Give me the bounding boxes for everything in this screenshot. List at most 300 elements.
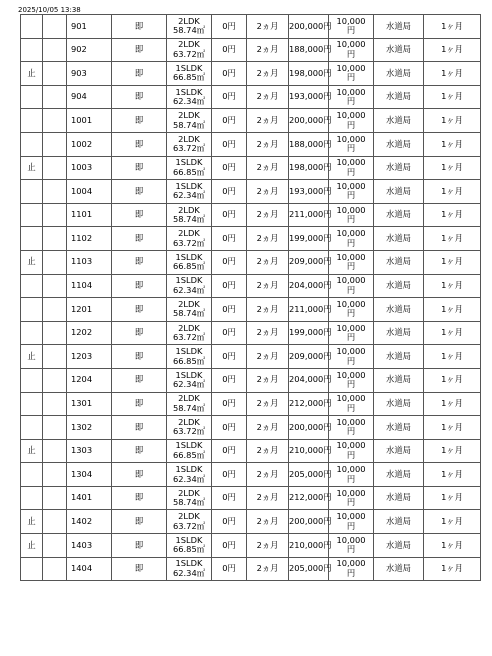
empty-cell <box>43 439 67 463</box>
deposit-unit: 円 <box>346 544 356 555</box>
empty-cell <box>43 416 67 440</box>
layout-type: 2LDK <box>178 133 200 144</box>
stop-mark-cell: 止 <box>21 62 43 86</box>
rent-price-cell: 199,000円 <box>289 321 329 345</box>
fee-cell: 0円 <box>212 250 247 274</box>
availability-cell: 即 <box>112 227 167 251</box>
rent-price-cell: 200,000円 <box>289 109 329 133</box>
term-cell: 2ヵ月 <box>247 62 289 86</box>
fee-cell: 0円 <box>212 463 247 487</box>
stop-mark-cell <box>21 416 43 440</box>
floor-area: 66.85㎡ <box>172 449 206 460</box>
unit-number-cell: 1003 <box>67 156 112 180</box>
table-row <box>21 439 481 463</box>
fee-cell: 0円 <box>212 15 247 39</box>
deposit-amount: 10,000 <box>336 204 366 215</box>
floor-area: 66.85㎡ <box>172 355 206 366</box>
deposit-cell <box>329 534 374 558</box>
rent-price-cell: 211,000円 <box>289 203 329 227</box>
rent-price-cell: 200,000円 <box>289 416 329 440</box>
stop-mark-cell <box>21 321 43 345</box>
duration-cell: 1ヶ月 <box>424 486 481 510</box>
availability-cell: 即 <box>112 298 167 322</box>
deposit-amount: 10,000 <box>336 416 366 427</box>
deposit-amount: 10,000 <box>336 346 366 357</box>
fee-cell: 0円 <box>212 416 247 440</box>
fee-cell: 0円 <box>212 392 247 416</box>
print-timestamp: 2025/10/05 13:38 <box>18 6 81 14</box>
deposit-cell <box>329 203 374 227</box>
layout-type: 1SLDK <box>175 86 203 97</box>
deposit-cell <box>329 227 374 251</box>
rent-price-cell: 198,000円 <box>289 62 329 86</box>
term-cell: 2ヵ月 <box>247 203 289 227</box>
utility-cell: 水道局 <box>374 510 424 534</box>
fee-cell: 0円 <box>212 180 247 204</box>
layout-type: 1SLDK <box>175 251 203 262</box>
empty-cell <box>43 132 67 156</box>
utility-cell: 水道局 <box>374 109 424 133</box>
deposit-unit: 円 <box>346 237 356 248</box>
utility-cell: 水道局 <box>374 85 424 109</box>
table-row <box>21 62 481 86</box>
rent-price-cell: 210,000円 <box>289 534 329 558</box>
floor-area: 58.74㎡ <box>172 497 206 508</box>
deposit-unit: 円 <box>346 473 356 484</box>
deposit-unit: 円 <box>346 96 356 107</box>
deposit-unit: 円 <box>346 119 356 130</box>
table-row <box>21 180 481 204</box>
utility-cell: 水道局 <box>374 416 424 440</box>
unit-listing-table <box>20 14 481 581</box>
deposit-cell <box>329 15 374 39</box>
utility-cell: 水道局 <box>374 15 424 39</box>
utility-cell: 水道局 <box>374 534 424 558</box>
table-row <box>21 250 481 274</box>
availability-cell: 即 <box>112 250 167 274</box>
deposit-amount: 10,000 <box>336 180 366 191</box>
utility-cell: 水道局 <box>374 203 424 227</box>
empty-cell <box>43 463 67 487</box>
deposit-amount: 10,000 <box>336 228 366 239</box>
empty-cell <box>43 486 67 510</box>
deposit-unit: 円 <box>346 166 356 177</box>
layout-type: 1SLDK <box>175 534 203 545</box>
stop-mark-cell <box>21 557 43 581</box>
deposit-cell <box>329 109 374 133</box>
table-row <box>21 345 481 369</box>
availability-cell: 即 <box>112 534 167 558</box>
rent-price-cell: 200,000円 <box>289 15 329 39</box>
deposit-amount: 10,000 <box>336 15 366 26</box>
deposit-unit: 円 <box>346 426 356 437</box>
floor-area: 63.72㎡ <box>172 520 206 531</box>
deposit-cell <box>329 180 374 204</box>
layout-cell <box>167 416 212 440</box>
floor-area: 58.74㎡ <box>172 214 206 225</box>
deposit-cell <box>329 463 374 487</box>
stop-mark-cell <box>21 109 43 133</box>
rent-price-cell: 212,000円 <box>289 392 329 416</box>
rent-price-cell: 188,000円 <box>289 38 329 62</box>
layout-type: 1SLDK <box>175 558 203 569</box>
unit-number-cell: 1203 <box>67 345 112 369</box>
table-row <box>21 321 481 345</box>
layout-cell <box>167 38 212 62</box>
deposit-unit: 円 <box>346 449 356 460</box>
rent-price-cell: 198,000円 <box>289 156 329 180</box>
deposit-unit: 円 <box>346 379 356 390</box>
unit-number-cell: 1402 <box>67 510 112 534</box>
layout-type: 1SLDK <box>175 464 203 475</box>
floor-area: 58.74㎡ <box>172 308 206 319</box>
term-cell: 2ヵ月 <box>247 486 289 510</box>
unit-number-cell: 1401 <box>67 486 112 510</box>
deposit-amount: 10,000 <box>336 110 366 121</box>
deposit-unit: 円 <box>346 402 356 413</box>
layout-type: 2LDK <box>178 39 200 50</box>
fee-cell: 0円 <box>212 62 247 86</box>
deposit-cell <box>329 321 374 345</box>
layout-type: 1SLDK <box>175 440 203 451</box>
term-cell: 2ヵ月 <box>247 156 289 180</box>
deposit-amount: 10,000 <box>336 464 366 475</box>
layout-type: 2LDK <box>178 511 200 522</box>
fee-cell: 0円 <box>212 510 247 534</box>
term-cell: 2ヵ月 <box>247 250 289 274</box>
deposit-amount: 10,000 <box>336 511 366 522</box>
table-row <box>21 85 481 109</box>
term-cell: 2ヵ月 <box>247 85 289 109</box>
deposit-cell <box>329 62 374 86</box>
availability-cell: 即 <box>112 321 167 345</box>
term-cell: 2ヵ月 <box>247 109 289 133</box>
deposit-cell <box>329 85 374 109</box>
stop-mark-cell: 止 <box>21 250 43 274</box>
availability-cell: 即 <box>112 180 167 204</box>
deposit-amount: 10,000 <box>336 440 366 451</box>
deposit-amount: 10,000 <box>336 275 366 286</box>
unit-number-cell: 904 <box>67 85 112 109</box>
layout-type: 2LDK <box>178 487 200 498</box>
term-cell: 2ヵ月 <box>247 15 289 39</box>
unit-number-cell: 1403 <box>67 534 112 558</box>
utility-cell: 水道局 <box>374 321 424 345</box>
deposit-amount: 10,000 <box>336 393 366 404</box>
table-row <box>21 203 481 227</box>
deposit-cell <box>329 345 374 369</box>
availability-cell: 即 <box>112 203 167 227</box>
term-cell: 2ヵ月 <box>247 180 289 204</box>
empty-cell <box>43 392 67 416</box>
layout-cell <box>167 203 212 227</box>
stop-mark-cell <box>21 298 43 322</box>
duration-cell: 1ヶ月 <box>424 368 481 392</box>
fee-cell: 0円 <box>212 203 247 227</box>
layout-cell <box>167 62 212 86</box>
layout-cell <box>167 439 212 463</box>
utility-cell: 水道局 <box>374 250 424 274</box>
stop-mark-cell <box>21 274 43 298</box>
floor-area: 63.72㎡ <box>172 143 206 154</box>
table-row <box>21 486 481 510</box>
stop-mark-cell <box>21 132 43 156</box>
floor-area: 66.85㎡ <box>172 544 206 555</box>
duration-cell: 1ヶ月 <box>424 557 481 581</box>
availability-cell: 即 <box>112 463 167 487</box>
deposit-cell <box>329 392 374 416</box>
duration-cell: 1ヶ月 <box>424 227 481 251</box>
utility-cell: 水道局 <box>374 227 424 251</box>
term-cell: 2ヵ月 <box>247 298 289 322</box>
layout-type: 2LDK <box>178 298 200 309</box>
deposit-cell <box>329 486 374 510</box>
floor-area: 66.85㎡ <box>172 166 206 177</box>
deposit-amount: 10,000 <box>336 62 366 73</box>
availability-cell: 即 <box>112 345 167 369</box>
deposit-amount: 10,000 <box>336 369 366 380</box>
layout-cell <box>167 510 212 534</box>
deposit-unit: 円 <box>346 308 356 319</box>
layout-type: 1SLDK <box>175 346 203 357</box>
table-row <box>21 38 481 62</box>
deposit-unit: 円 <box>346 284 356 295</box>
utility-cell: 水道局 <box>374 463 424 487</box>
layout-type: 2LDK <box>178 393 200 404</box>
stop-mark-cell: 止 <box>21 534 43 558</box>
availability-cell: 即 <box>112 368 167 392</box>
utility-cell: 水道局 <box>374 274 424 298</box>
unit-number-cell: 1202 <box>67 321 112 345</box>
availability-cell: 即 <box>112 62 167 86</box>
unit-number-cell: 1103 <box>67 250 112 274</box>
fee-cell: 0円 <box>212 534 247 558</box>
table-row <box>21 510 481 534</box>
availability-cell: 即 <box>112 85 167 109</box>
deposit-unit: 円 <box>346 190 356 201</box>
duration-cell: 1ヶ月 <box>424 203 481 227</box>
unit-number-cell: 901 <box>67 15 112 39</box>
term-cell: 2ヵ月 <box>247 439 289 463</box>
layout-type: 1SLDK <box>175 369 203 380</box>
deposit-unit: 円 <box>346 520 356 531</box>
deposit-unit: 円 <box>346 143 356 154</box>
layout-cell <box>167 132 212 156</box>
unit-number-cell: 1404 <box>67 557 112 581</box>
table-row <box>21 368 481 392</box>
empty-cell <box>43 368 67 392</box>
utility-cell: 水道局 <box>374 368 424 392</box>
stop-mark-cell <box>21 463 43 487</box>
deposit-cell <box>329 298 374 322</box>
floor-area: 58.74㎡ <box>172 25 206 36</box>
duration-cell: 1ヶ月 <box>424 85 481 109</box>
fee-cell: 0円 <box>212 38 247 62</box>
deposit-amount: 10,000 <box>336 558 366 569</box>
floor-area: 63.72㎡ <box>172 426 206 437</box>
rent-price-cell: 200,000円 <box>289 510 329 534</box>
stop-mark-cell <box>21 203 43 227</box>
deposit-cell <box>329 416 374 440</box>
stop-mark-cell: 止 <box>21 510 43 534</box>
stop-mark-cell <box>21 85 43 109</box>
unit-number-cell: 903 <box>67 62 112 86</box>
duration-cell: 1ヶ月 <box>424 274 481 298</box>
term-cell: 2ヵ月 <box>247 132 289 156</box>
unit-number-cell: 1101 <box>67 203 112 227</box>
floor-area: 62.34㎡ <box>172 567 206 578</box>
rent-price-cell: 205,000円 <box>289 557 329 581</box>
deposit-unit: 円 <box>346 567 356 578</box>
layout-cell <box>167 180 212 204</box>
deposit-cell <box>329 557 374 581</box>
rent-price-cell: 199,000円 <box>289 227 329 251</box>
deposit-amount: 10,000 <box>336 157 366 168</box>
deposit-amount: 10,000 <box>336 298 366 309</box>
layout-cell <box>167 368 212 392</box>
deposit-amount: 10,000 <box>336 251 366 262</box>
duration-cell: 1ヶ月 <box>424 439 481 463</box>
deposit-unit: 円 <box>346 25 356 36</box>
stop-mark-cell: 止 <box>21 156 43 180</box>
deposit-unit: 円 <box>346 497 356 508</box>
term-cell: 2ヵ月 <box>247 38 289 62</box>
unit-number-cell: 1104 <box>67 274 112 298</box>
empty-cell <box>43 345 67 369</box>
unit-number-cell: 1301 <box>67 392 112 416</box>
term-cell: 2ヵ月 <box>247 274 289 298</box>
unit-number-cell: 1002 <box>67 132 112 156</box>
deposit-amount: 10,000 <box>336 487 366 498</box>
deposit-cell <box>329 368 374 392</box>
deposit-unit: 円 <box>346 261 356 272</box>
unit-number-cell: 1204 <box>67 368 112 392</box>
table-row <box>21 274 481 298</box>
table-row <box>21 392 481 416</box>
deposit-unit: 円 <box>346 355 356 366</box>
availability-cell: 即 <box>112 439 167 463</box>
rent-price-cell: 193,000円 <box>289 85 329 109</box>
duration-cell: 1ヶ月 <box>424 38 481 62</box>
layout-cell <box>167 557 212 581</box>
term-cell: 2ヵ月 <box>247 345 289 369</box>
floor-area: 66.85㎡ <box>172 72 206 83</box>
layout-cell <box>167 156 212 180</box>
duration-cell: 1ヶ月 <box>424 62 481 86</box>
empty-cell <box>43 298 67 322</box>
floor-area: 63.72㎡ <box>172 48 206 59</box>
rent-price-cell: 212,000円 <box>289 486 329 510</box>
utility-cell: 水道局 <box>374 156 424 180</box>
fee-cell: 0円 <box>212 486 247 510</box>
deposit-amount: 10,000 <box>336 86 366 97</box>
layout-cell <box>167 85 212 109</box>
layout-type: 1SLDK <box>175 275 203 286</box>
deposit-unit: 円 <box>346 214 356 225</box>
layout-type: 2LDK <box>178 110 200 121</box>
empty-cell <box>43 557 67 581</box>
layout-cell <box>167 250 212 274</box>
table-row <box>21 156 481 180</box>
availability-cell: 即 <box>112 274 167 298</box>
table-row <box>21 227 481 251</box>
rent-price-cell: 209,000円 <box>289 250 329 274</box>
utility-cell: 水道局 <box>374 486 424 510</box>
utility-cell: 水道局 <box>374 345 424 369</box>
stop-mark-cell: 止 <box>21 345 43 369</box>
unit-number-cell: 902 <box>67 38 112 62</box>
table-row <box>21 416 481 440</box>
duration-cell: 1ヶ月 <box>424 132 481 156</box>
floor-area: 62.34㎡ <box>172 96 206 107</box>
availability-cell: 即 <box>112 392 167 416</box>
deposit-unit: 円 <box>346 72 356 83</box>
floor-area: 62.34㎡ <box>172 284 206 295</box>
availability-cell: 即 <box>112 557 167 581</box>
stop-mark-cell <box>21 392 43 416</box>
deposit-cell <box>329 38 374 62</box>
term-cell: 2ヵ月 <box>247 510 289 534</box>
utility-cell: 水道局 <box>374 180 424 204</box>
layout-type: 2LDK <box>178 416 200 427</box>
deposit-cell <box>329 439 374 463</box>
duration-cell: 1ヶ月 <box>424 392 481 416</box>
layout-type: 2LDK <box>178 322 200 333</box>
layout-cell <box>167 109 212 133</box>
fee-cell: 0円 <box>212 439 247 463</box>
layout-type: 1SLDK <box>175 180 203 191</box>
duration-cell: 1ヶ月 <box>424 463 481 487</box>
stop-mark-cell <box>21 15 43 39</box>
layout-cell <box>167 298 212 322</box>
table-row <box>21 557 481 581</box>
duration-cell: 1ヶ月 <box>424 180 481 204</box>
rent-price-cell: 193,000円 <box>289 180 329 204</box>
unit-number-cell: 1303 <box>67 439 112 463</box>
layout-type: 2LDK <box>178 204 200 215</box>
layout-cell <box>167 15 212 39</box>
availability-cell: 即 <box>112 109 167 133</box>
duration-cell: 1ヶ月 <box>424 156 481 180</box>
table-row <box>21 534 481 558</box>
duration-cell: 1ヶ月 <box>424 250 481 274</box>
rent-price-cell: 211,000円 <box>289 298 329 322</box>
term-cell: 2ヵ月 <box>247 227 289 251</box>
rent-price-cell: 188,000円 <box>289 132 329 156</box>
stop-mark-cell: 止 <box>21 439 43 463</box>
rent-price-cell: 210,000円 <box>289 439 329 463</box>
rent-price-cell: 209,000円 <box>289 345 329 369</box>
floor-area: 62.34㎡ <box>172 473 206 484</box>
availability-cell: 即 <box>112 510 167 534</box>
floor-area: 62.34㎡ <box>172 379 206 390</box>
utility-cell: 水道局 <box>374 38 424 62</box>
layout-cell <box>167 227 212 251</box>
empty-cell <box>43 180 67 204</box>
deposit-cell <box>329 132 374 156</box>
fee-cell: 0円 <box>212 345 247 369</box>
empty-cell <box>43 227 67 251</box>
stop-mark-cell <box>21 38 43 62</box>
floor-area: 58.74㎡ <box>172 402 206 413</box>
layout-type: 1SLDK <box>175 62 203 73</box>
term-cell: 2ヵ月 <box>247 534 289 558</box>
unit-number-cell: 1302 <box>67 416 112 440</box>
rent-price-cell: 204,000円 <box>289 274 329 298</box>
empty-cell <box>43 62 67 86</box>
availability-cell: 即 <box>112 416 167 440</box>
layout-cell <box>167 274 212 298</box>
